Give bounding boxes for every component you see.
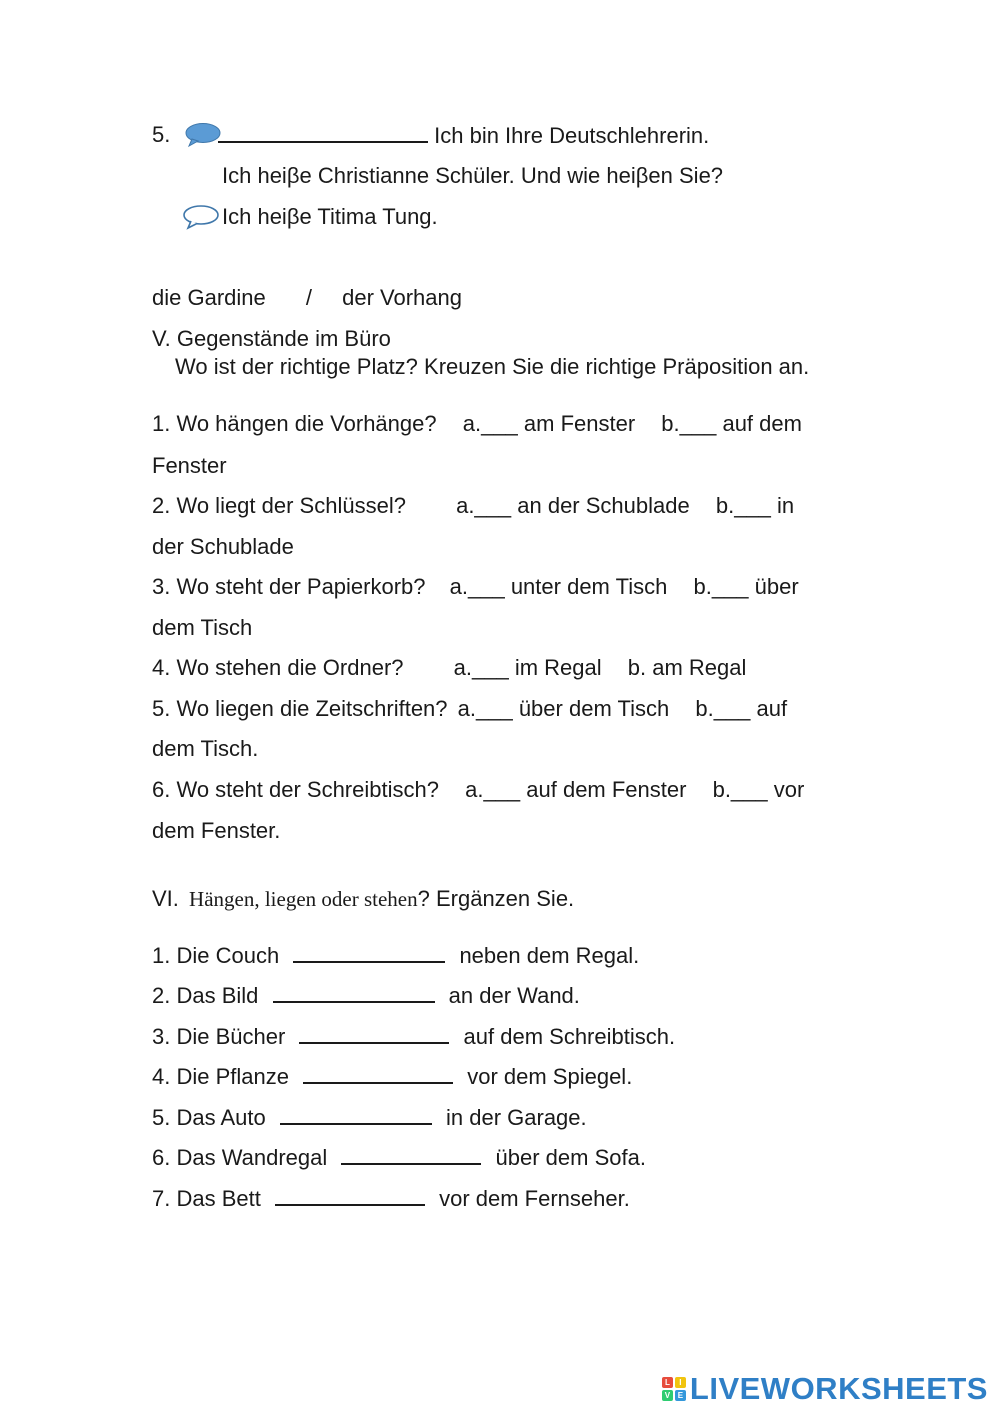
question-text: 3. Wo steht der Papierkorb? <box>152 574 426 599</box>
section-vi-item-5: 5. Das Auto in der Garage. <box>152 1105 587 1130</box>
vocab-separator: / <box>305 285 312 310</box>
section-v-item-5-cont: dem Tisch. <box>152 736 259 761</box>
section-v-item-6-cont: dem Fenster. <box>152 818 281 843</box>
section-v-item-2-cont: der Schublade <box>152 534 294 559</box>
speech-bubble-filled-icon <box>184 122 222 148</box>
option-a[interactable]: a.___ im Regal <box>453 655 602 680</box>
dialog-line-1 <box>152 121 170 149</box>
option-b[interactable]: b.___ über <box>693 574 799 599</box>
option-a[interactable]: a.___ am Fenster <box>462 411 636 436</box>
speech-bubble-outline-icon <box>182 204 220 230</box>
dialog-number: 5. <box>152 122 171 147</box>
dialog-line-2: Ich heiβe Christianne Schüler. Und wie heiβen Sie? <box>222 163 724 188</box>
option-a[interactable]: a.___ über dem Tisch <box>457 696 670 721</box>
section-vi-item-2: 2. Das Bild an der Wand. <box>152 983 580 1008</box>
question-text: 6. Wo steht der Schreibtisch? <box>152 777 439 802</box>
section-vi-heading: VI. Hängen, liegen oder stehen? Ergänzen Sie. <box>152 886 575 911</box>
section-v-item-6 <box>152 776 804 804</box>
logo-grid-icon <box>662 1377 686 1401</box>
logo-letter: V <box>662 1390 673 1401</box>
vocab-word-1: die Gardine <box>152 285 266 310</box>
option-a[interactable]: a.___ auf dem Fenster <box>465 777 687 802</box>
section-v-item-4 <box>152 654 746 682</box>
logo-letter: E <box>675 1390 686 1401</box>
logo-text: LIVEWORKSHEETS <box>689 1371 988 1406</box>
question-text: 4. Wo stehen die Ordner? <box>152 655 404 680</box>
fill-blank[interactable] <box>293 941 445 963</box>
section-v-item-3-cont: dem Tisch <box>152 615 253 640</box>
question-text: 5. Wo liegen die Zeitschriften? <box>152 696 448 721</box>
answer-blank-greeting[interactable] <box>218 121 428 143</box>
section-vi-item-1: 1. Die Couch neben dem Regal. <box>152 943 640 968</box>
fill-blank[interactable] <box>303 1062 453 1084</box>
option-a[interactable]: a.___ an der Schublade <box>456 493 690 518</box>
fill-blank[interactable] <box>299 1022 449 1044</box>
fill-blank[interactable] <box>273 981 435 1003</box>
section-vi-item-4: 4. Die Pflanze vor dem Spiegel. <box>152 1064 633 1089</box>
section-v-item-1 <box>152 410 802 438</box>
vocab-word-2: der Vorhang <box>342 285 462 310</box>
section-v-item-3 <box>152 573 799 601</box>
question-text: 2. Wo liegt der Schlüssel? <box>152 493 406 518</box>
option-b[interactable]: b.___ auf dem <box>661 411 802 436</box>
option-b[interactable]: b.___ auf <box>695 696 788 721</box>
option-b[interactable]: b.___ in <box>715 493 795 518</box>
question-text: 1. Wo hängen die Vorhänge? <box>152 411 437 436</box>
option-b[interactable]: b.___ vor <box>712 777 805 802</box>
fill-blank[interactable] <box>275 1184 425 1206</box>
logo-letter: I <box>675 1377 686 1388</box>
section-v-heading: V. Gegenstände im Büro <box>152 326 391 351</box>
section-v-item-2 <box>152 492 794 520</box>
section-vi-item-3: 3. Die Bücher auf dem Schreibtisch. <box>152 1024 676 1049</box>
option-a[interactable]: a.___ unter dem Tisch <box>449 574 668 599</box>
section-v-item-1-cont: Fenster <box>152 453 227 478</box>
vocab-line <box>152 284 462 312</box>
section-v-instruction: Wo ist der richtige Platz? Kreuzen Sie die richtige Präposition an. <box>175 354 810 379</box>
fill-blank[interactable] <box>280 1103 432 1125</box>
section-vi-item-7: 7. Das Bett vor dem Fernseher. <box>152 1186 630 1211</box>
section-v-item-5 <box>152 695 787 723</box>
dialog-line-1-text: Ich bin Ihre Deutschlehrerin. <box>218 121 709 150</box>
liveworksheets-logo <box>662 1371 988 1407</box>
dialog-line-3: Ich heiβe Titima Tung. <box>222 204 438 229</box>
fill-blank[interactable] <box>341 1143 481 1165</box>
logo-letter: L <box>662 1377 673 1388</box>
section-vi-item-6: 6. Das Wandregal über dem Sofa. <box>152 1145 646 1170</box>
option-b[interactable]: b. am Regal <box>627 655 747 680</box>
